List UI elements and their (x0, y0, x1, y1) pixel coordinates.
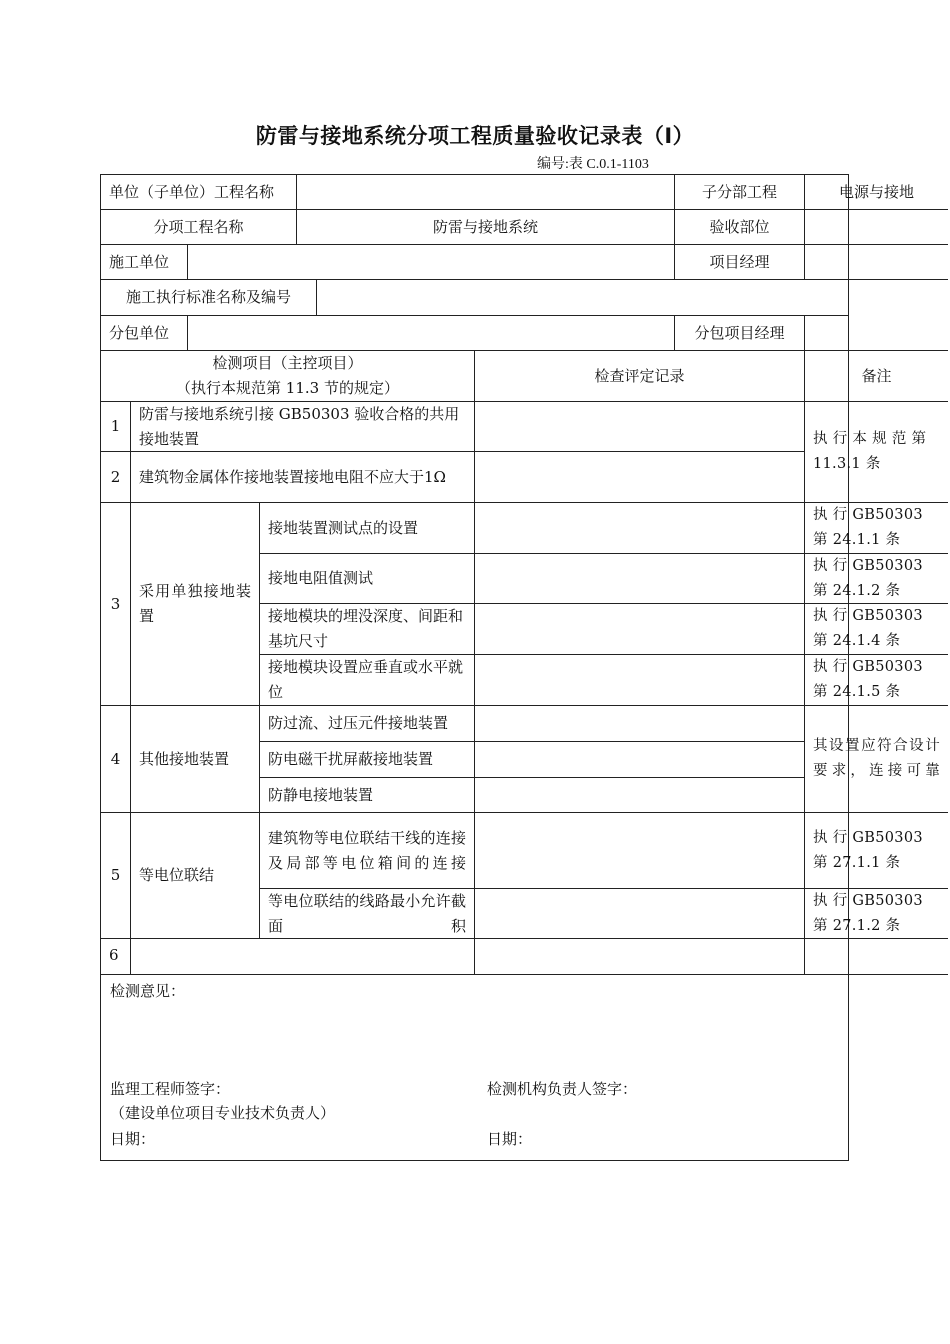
row-3-2-remark: 执 行 GB50303 第 24.1.2 条 (805, 554, 948, 604)
row-4-group: 其他接地装置 (131, 706, 260, 813)
row-2-number: 2 (101, 452, 131, 503)
project-manager-label: 项目经理 (675, 245, 805, 280)
form-code: 编号:表 C.0.1-1103 (537, 157, 649, 172)
row-3-4-remark: 执 行 GB50303 第 24.1.5 条 (805, 655, 948, 706)
row-4-remark-text: 其设置应符合设计要求，连接可靠 (813, 738, 940, 779)
row-5-2-record[interactable] (475, 889, 805, 939)
row-1-number: 1 (101, 402, 131, 452)
sub-pm-label: 分包项目经理 (675, 316, 805, 351)
construct-unit-value[interactable] (188, 245, 675, 280)
row-1-item: 防雷与接地系统引接 GB50303 验收合格的共用接地装置 (131, 402, 475, 452)
row-6-item[interactable] (131, 939, 475, 975)
agency-sign-label: 检测机构负责人签字： (487, 1080, 638, 1098)
unit-name-label: 单位（子单位）工程名称 (101, 175, 297, 210)
row-4-number: 4 (101, 706, 131, 813)
supervisor-sign-label: 监理工程师签字： (110, 1080, 231, 1098)
row-1-record[interactable] (475, 402, 805, 452)
sub-pm-value[interactable] (805, 316, 948, 351)
supervisor-note: （建设单位项目专业技术负责人） (110, 1104, 336, 1122)
row-2-record[interactable] (475, 452, 805, 503)
construct-unit-label: 施工单位 (101, 245, 188, 280)
acceptance-form-table (100, 174, 940, 1161)
row-3-2-record[interactable] (475, 554, 805, 604)
row-5-2-item-text: 等电位联结的线路最小允许截面积 (268, 891, 466, 935)
row-2-item: 建筑物金属体作接地装置接地电阻不应大于1Ω (131, 452, 475, 503)
item-name-label: 分项工程名称 (101, 210, 297, 245)
row-4-remark (805, 706, 948, 813)
row-3-3-remark: 执 行 GB50303 第 24.1.4 条 (805, 604, 948, 655)
row-5-number: 5 (101, 813, 131, 939)
inspection-opinion-section (101, 975, 848, 1160)
item-name-value[interactable]: 防雷与接地系统 (297, 210, 675, 245)
sub-unit-value[interactable] (188, 316, 675, 351)
row-3-number: 3 (101, 503, 131, 706)
row-4-3-record[interactable] (475, 778, 805, 813)
sub-part-label: 子分部工程 (675, 175, 805, 210)
row-3-1-remark: 执 行 GB50303 第 24.1.1 条 (805, 503, 948, 554)
document-title: 防雷与接地系统分项工程质量验收记录表（Ⅰ） (255, 124, 695, 148)
row-3-1-record[interactable] (475, 503, 805, 554)
row-3-3-record[interactable] (475, 604, 805, 655)
row-3-4-item: 接地模块设置应垂直或水平就位 (260, 655, 475, 706)
row-5-1-item-text: 建筑物等电位联结干线的连接及局部等电位箱间的连接 (268, 828, 466, 872)
row-4-1-item: 防过流、过压元件接地装置 (260, 706, 475, 742)
standard-value[interactable] (317, 280, 848, 316)
row-1-2-remark: 执 行 本 规 范 第11.3.1 条 (805, 402, 948, 503)
supervisor-date-label: 日期： (110, 1130, 156, 1148)
row-3-3-item: 接地模块的埋没深度、间距和基坑尺寸 (260, 604, 475, 655)
column-header-remark: 备注 (805, 351, 948, 402)
row-5-1-item (260, 813, 475, 889)
standard-label: 施工执行标准名称及编号 (101, 280, 317, 316)
column-header-item-line1: 检测项目（主控项目） (212, 354, 363, 372)
row-6-number: 6 (101, 939, 131, 975)
row-5-2-remark: 执 行 GB50303 第 27.1.2 条 (805, 889, 948, 939)
row-5-1-remark: 执 行 GB50303 第 27.1.1 条 (805, 813, 948, 889)
row-5-group: 等电位联结 (131, 813, 260, 939)
sub-unit-label: 分包单位 (101, 316, 188, 351)
row-5-1-record[interactable] (475, 813, 805, 889)
row-3-2-item: 接地电阻值测试 (260, 554, 475, 604)
unit-name-value[interactable] (297, 175, 675, 210)
agency-date-label: 日期： (487, 1130, 533, 1148)
accept-part-value[interactable] (805, 210, 948, 245)
project-manager-value[interactable] (805, 245, 948, 280)
row-4-2-record[interactable] (475, 742, 805, 778)
row-4-3-item: 防静电接地装置 (260, 778, 475, 813)
row-4-1-record[interactable] (475, 706, 805, 742)
sub-part-value[interactable]: 电源与接地 (805, 175, 948, 210)
row-4-2-item: 防电磁干扰屏蔽接地装置 (260, 742, 475, 778)
row-3-group (131, 503, 260, 706)
row-3-1-item: 接地装置测试点的设置 (260, 503, 475, 554)
row-3-4-record[interactable] (475, 655, 805, 706)
accept-part-label: 验收部位 (675, 210, 805, 245)
row-3-group-label: 采用单独接地装置 (139, 582, 251, 625)
column-header-record: 检查评定记录 (475, 351, 805, 402)
column-header-item (101, 351, 475, 402)
row-6-remark[interactable] (805, 939, 948, 975)
column-header-item-line2: （执行本规范第 11.3 节的规定） (176, 379, 399, 397)
row-6-record[interactable] (475, 939, 805, 975)
opinion-label: 检测意见： (110, 982, 186, 1000)
row-5-2-item (260, 889, 475, 939)
